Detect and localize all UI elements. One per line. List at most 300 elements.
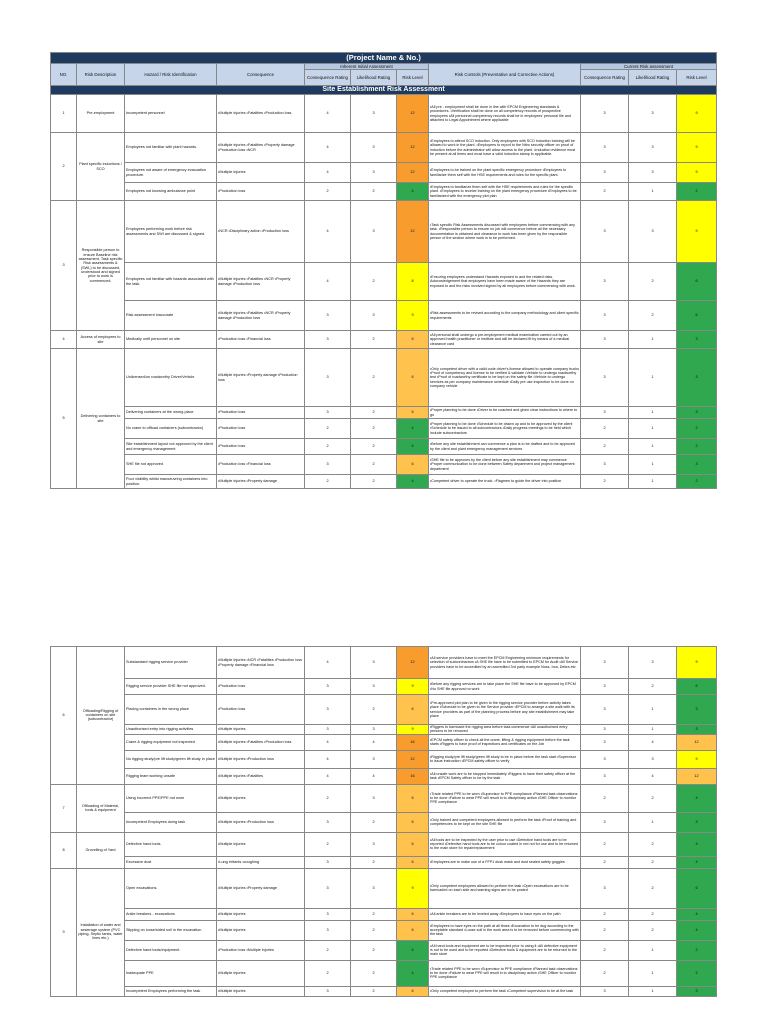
risk-controls-cell: •Employees to be trained on the plant specific emergency procedure •Employees to familiarize them self with the HSE requirements and rules for the specific plant.: [429, 163, 581, 183]
hazard-cell: Slipping on loose/sided soil in the excavation: [125, 920, 217, 940]
current-consequence-rating: 2: [581, 832, 629, 856]
inherent-consequence-rating: 3: [305, 301, 351, 331]
consequence-cell: •Multiple injuries •Fatalities •Production loss: [217, 734, 305, 750]
consequence-cell: •Multiple injuries: [217, 986, 305, 996]
current-risk-level: 12: [677, 768, 717, 784]
inherent-likelihood-rating: 2: [351, 986, 397, 996]
inherent-consequence-rating: 3: [305, 455, 351, 475]
table-row: [51, 455, 717, 475]
hazard-cell: Poor visibility whilst manoeuvring containers into position.: [125, 475, 217, 489]
current-likelihood-rating: 1: [629, 183, 677, 201]
current-consequence-rating: 2: [581, 960, 629, 986]
risk-controls-cell: •Trade related PPE to be worn •Supervisor to PPE compliance •Planned task observations to be done •Failure to wear PPE will result in to disciplinary action •SHE Officer to monitor PPE compliance: [429, 960, 581, 986]
inherent-risk-level: 6: [397, 832, 429, 856]
inherent-likelihood-rating: 2: [351, 331, 397, 349]
inherent-consequence-rating: 3: [305, 679, 351, 695]
current-risk-level: 4: [677, 908, 717, 920]
inherent-likelihood-rating: 2: [351, 856, 397, 868]
current-consequence-rating: 3: [581, 95, 629, 133]
hazard-cell: Delivering containers at the wrong place: [125, 407, 217, 419]
consequence-cell: •Multiple injuries •NCR •Fatalities •Production loss •Property damage •Financial loss: [217, 647, 305, 679]
inherent-risk-level: 12: [397, 647, 429, 679]
inherent-consequence-rating: 4: [305, 263, 351, 301]
current-consequence-rating: 2: [581, 475, 629, 489]
current-risk-level: 9: [677, 95, 717, 133]
inherent-consequence-rating: 2: [305, 439, 351, 455]
inherent-likelihood-rating: 2: [351, 183, 397, 201]
current-likelihood-rating: 2: [629, 856, 677, 868]
inherent-likelihood-rating: 3: [351, 784, 397, 812]
risk-controls-cell: •Before any site establishment can commence a plan is to be drafted and to be approved by the client and plant emergency management services: [429, 439, 581, 455]
risk-controls-cell: •All unsafe work are to be stopped immediately •Riggers to have their safety officer at the task •EPCM Safety officer to be by the task: [429, 768, 581, 784]
row-number: 3: [51, 201, 77, 331]
current-likelihood-rating: 1: [629, 695, 677, 725]
hazard-cell: Placing containers in the wrong place: [125, 695, 217, 725]
risk-controls-cell: •Rigging study/pre lift study/green lift study to be in place before the task start •Supervisor to issue instruction •EPCM safety officer to verify: [429, 750, 581, 768]
risk-controls-cell: •Riggers to barricade the rigging area before task commence •All unauthorised entry persons to be removed: [429, 725, 581, 735]
header-consequence: Consequence: [217, 64, 305, 86]
inherent-risk-level: 9: [397, 301, 429, 331]
consequence-cell: •Production loss: [217, 407, 305, 419]
current-likelihood-rating: 1: [629, 439, 677, 455]
current-risk-level: 2: [677, 439, 717, 455]
current-risk-level: 3: [677, 812, 717, 832]
table-row: [51, 920, 717, 940]
header-risk-controls: Risk Controls (Preventative and Corrective Actions): [429, 64, 581, 86]
table-row: [51, 986, 717, 996]
hazard-cell: Substandard rigging service provider: [125, 647, 217, 679]
current-likelihood-rating: 1: [629, 419, 677, 439]
table-row: [51, 812, 717, 832]
current-risk-level: 4: [677, 856, 717, 868]
row-number: 4: [51, 331, 77, 349]
current-consequence-rating: 2: [581, 183, 629, 201]
consequence-cell: •Multiple injuries •Production loss: [217, 750, 305, 768]
header-risk-description: Risk Description: [77, 64, 125, 86]
current-consequence-rating: 3: [581, 133, 629, 163]
current-likelihood-rating: 2: [629, 832, 677, 856]
inherent-likelihood-rating: 2: [351, 475, 397, 489]
inherent-risk-level: 6: [397, 812, 429, 832]
inherent-consequence-rating: 2: [305, 419, 351, 439]
inherent-risk-level: 12: [397, 750, 429, 768]
risk-sheet-page-2: [50, 646, 716, 997]
inherent-risk-level: 16: [397, 734, 429, 750]
inherent-consequence-rating: 3: [305, 725, 351, 735]
current-likelihood-rating: 1: [629, 940, 677, 960]
table-row: [51, 183, 717, 201]
consequence-cell: •Multiple injuries •Property damage: [217, 475, 305, 489]
current-likelihood-rating: 4: [629, 734, 677, 750]
risk-controls-cell: •All service providers have to meet the EPCM Engineering minimum requirements for selection of subcontractors •A SHE file have to be submitted to EPCM for Audit •All Service providers have to be accredited by an accredited 3rd party example Noss, Irca, Dekra etc.: [429, 647, 581, 679]
hazard-cell: Crane & rigging equipment not inspected: [125, 734, 217, 750]
risk-controls-cell: •Employees are to make use of a FFP1 dusk mask and dust sealed safety goggles: [429, 856, 581, 868]
inherent-consequence-rating: 3: [305, 868, 351, 908]
inherent-likelihood-rating: 2: [351, 407, 397, 419]
inherent-risk-level: 4: [397, 183, 429, 201]
inherent-consequence-rating: 3: [305, 695, 351, 725]
header-hazard: Hazard / Risk Identification: [125, 64, 217, 86]
consequence-cell: •Multiple injuries •Property damage •Production loss: [217, 349, 305, 407]
row-number: 8: [51, 832, 77, 868]
current-consequence-rating: 2: [581, 784, 629, 812]
inherent-consequence-rating: 4: [305, 95, 351, 133]
current-likelihood-rating: 1: [629, 725, 677, 735]
table-row: [51, 725, 717, 735]
inherent-likelihood-rating: 3: [351, 95, 397, 133]
table-row: [51, 439, 717, 455]
hazard-cell: Employees not familiar with plant hazards.: [125, 133, 217, 163]
current-risk-level: 3: [677, 695, 717, 725]
inherent-consequence-rating: 3: [305, 856, 351, 868]
header-consequence-rating: Consequence Rating: [305, 70, 351, 86]
risk-table-1: [50, 52, 717, 489]
hazard-cell: Incompetent Employees doing task: [125, 812, 217, 832]
current-consequence-rating: 3: [581, 734, 629, 750]
consequence-cell: •Production loss: [217, 439, 305, 455]
header-likelihood-rating: Likelihood Rating: [351, 70, 397, 86]
current-consequence-rating: 2: [581, 908, 629, 920]
consequence-cell: •Multiple injuries: [217, 784, 305, 812]
hazard-cell: Unlicensed/un roadworthy Driver/Vehicle: [125, 349, 217, 407]
hazard-cell: Defective hand tools/equipment.: [125, 940, 217, 960]
current-consequence-rating: 3: [581, 868, 629, 908]
hazard-cell: Open excavations.: [125, 868, 217, 908]
risk-controls-cell: •Employees to attend SCO induction. Only employees with SCO induction training will be allowed to work in the plant. •Employees to report to the Nitro security officer on proof of induction before the administrator will allow access to the plant. •Induction evidence must be present at all times and must have a valid induction stamp in applicable.: [429, 133, 581, 163]
inherent-risk-level: 6: [397, 407, 429, 419]
inherent-likelihood-rating: 2: [351, 812, 397, 832]
risk-controls-cell: •Only competent employees allowed to perform the task •Open excavations are to be barricaded on each side and warning signs are to be posted: [429, 868, 581, 908]
table-row: [51, 133, 717, 163]
table-row: [51, 419, 717, 439]
table-row: [51, 832, 717, 856]
risk-controls-cell: •Task specific Risk Assessments discussed with employees before commencing with any task. •Responsible person to ensure no job will commence before all the necessary documentation is obtained and clearance to work has been given by the responsible person of the section where work is to be performed.: [429, 201, 581, 263]
consequence-cell: •Production loss •Financial loss: [217, 455, 305, 475]
inherent-risk-level: 9: [397, 868, 429, 908]
risk-description-cell: Grovelling of Yard: [77, 832, 125, 868]
inherent-consequence-rating: 2: [305, 940, 351, 960]
inherent-likelihood-rating: 2: [351, 439, 397, 455]
hazard-cell: Defective hand tools.: [125, 832, 217, 856]
row-number: 1: [51, 95, 77, 133]
table-row: [51, 734, 717, 750]
current-consequence-rating: 3: [581, 349, 629, 407]
hazard-cell: Employees performing work before risk assessments and SWI are discussed & signed.: [125, 201, 217, 263]
row-number: 6: [51, 647, 77, 785]
current-consequence-rating: 3: [581, 163, 629, 183]
consequence-cell: •Multiple injuries •Fatalities •Property damage •Production loss •NCR: [217, 133, 305, 163]
hazard-cell: Risk assessment inaccurate: [125, 301, 217, 331]
inherent-consequence-rating: 2: [305, 784, 351, 812]
table-row: [51, 908, 717, 920]
inherent-consequence-rating: 2: [305, 832, 351, 856]
current-consequence-rating: 3: [581, 725, 629, 735]
consequence-cell: •Multiple injuries: [217, 920, 305, 940]
risk-controls-cell: •All tools are to be inspected by the user prior to use •Defective hand tools are to be reported •Defective hand tools are to be colour coated in red not for use and to be returned to the main store for repair/replacement: [429, 832, 581, 856]
table-row: [51, 940, 717, 960]
current-risk-level: 4: [677, 784, 717, 812]
current-likelihood-rating: 1: [629, 986, 677, 996]
risk-controls-cell: •Trade related PPE to be worn •Supervisor to PPE compliance •Planned task observations to be done •Failure to wear PPE will result in to disciplinary action •SHE Officer to monitor PPE compliance: [429, 784, 581, 812]
inherent-consequence-rating: 3: [305, 986, 351, 996]
inherent-risk-level: 12: [397, 133, 429, 163]
risk-controls-cell: •All pre - employment shall be done in line with EPCM Engineering standards & procedures. •Verification shall be done on all competency records of prospective employees •All personnel competency records shall be in employees' personal file and attached to Legal Appointment where applicable: [429, 95, 581, 133]
inherent-likelihood-rating: 2: [351, 349, 397, 407]
inherent-likelihood-rating: 3: [351, 301, 397, 331]
current-risk-level: 9: [677, 647, 717, 679]
current-likelihood-rating: 3: [629, 133, 677, 163]
inherent-likelihood-rating: 2: [351, 695, 397, 725]
hazard-cell: Employees not aware of emergency evacuation procedure.: [125, 163, 217, 183]
inherent-risk-level: 4: [397, 439, 429, 455]
table-row: [51, 201, 717, 263]
inherent-likelihood-rating: 3: [351, 832, 397, 856]
current-risk-level: 2: [677, 183, 717, 201]
risk-description-cell: Plant specific inductions / SCO: [77, 133, 125, 201]
consequence-cell: •Multiple injuries •Fatalities: [217, 768, 305, 784]
hazard-cell: Rigging service provider SHE file not approved.: [125, 679, 217, 695]
hazard-cell: SHE file not approved: [125, 455, 217, 475]
inherent-likelihood-rating: 4: [351, 734, 397, 750]
inherent-consequence-rating: 4: [305, 768, 351, 784]
current-risk-level: 9: [677, 133, 717, 163]
current-likelihood-rating: 3: [629, 201, 677, 263]
hazard-cell: Employees not knowing ambulance point: [125, 183, 217, 201]
current-likelihood-rating: 2: [629, 679, 677, 695]
consequence-cell: •NCR •Disciplinary action •Production loss: [217, 201, 305, 263]
inherent-likelihood-rating: 2: [351, 419, 397, 439]
header-current-group: Current Risk assessment: [581, 64, 717, 70]
table-row: [51, 695, 717, 725]
section-title: Site Establishment Risk Assessment: [51, 86, 717, 95]
header-current-consequence-rating: Consequence Rating: [581, 70, 629, 86]
inherent-risk-level: 6: [397, 908, 429, 920]
current-consequence-rating: 3: [581, 201, 629, 263]
inherent-likelihood-rating: 3: [351, 647, 397, 679]
consequence-cell: •Multiple injuries: [217, 163, 305, 183]
inherent-likelihood-rating: 3: [351, 868, 397, 908]
inherent-consequence-rating: 4: [305, 647, 351, 679]
inherent-risk-level: 6: [397, 349, 429, 407]
header-current-risk-level: Risk Level: [677, 70, 717, 86]
inherent-risk-level: 16: [397, 768, 429, 784]
current-risk-level: 6: [677, 679, 717, 695]
current-likelihood-rating: 2: [629, 263, 677, 301]
inherent-likelihood-rating: 3: [351, 163, 397, 183]
risk-controls-cell: •Employees to familiarize them self with the HSE requirements and rules for the specific plant. •Employees to receive training on the plant emergency procedure •Employees to be familiarized with the emergency plot plan: [429, 183, 581, 201]
risk-controls-cell: •All ankle breakers are to be leveled away •Employees to have eyes on the path: [429, 908, 581, 920]
hazard-cell: Medically unfit personnel on site: [125, 331, 217, 349]
hazard-cell: No rigging study/pre lift study/green lift study in place: [125, 750, 217, 768]
current-risk-level: 6: [677, 263, 717, 301]
current-risk-level: 2: [677, 475, 717, 489]
current-likelihood-rating: 2: [629, 908, 677, 920]
current-consequence-rating: 3: [581, 768, 629, 784]
inherent-consequence-rating: 4: [305, 201, 351, 263]
inherent-likelihood-rating: 2: [351, 940, 397, 960]
inherent-risk-level: 9: [397, 679, 429, 695]
table-row: [51, 301, 717, 331]
hazard-cell: Employees not familiar with hazards associated with the task.: [125, 263, 217, 301]
current-consequence-rating: 3: [581, 301, 629, 331]
risk-description-cell: Delivering containers to site: [77, 349, 125, 489]
current-consequence-rating: 2: [581, 439, 629, 455]
inherent-consequence-rating: 3: [305, 908, 351, 920]
risk-table-2: [50, 646, 717, 997]
inherent-consequence-rating: 3: [305, 349, 351, 407]
table-row: [51, 784, 717, 812]
risk-controls-cell: •Employees to have eyes on the path at all times •Excavation to be dug according to the acceptable standard •Loose soil in the work area is to be removed before commencing with the task: [429, 920, 581, 940]
hazard-cell: Site establishment layout not approved by the client and emergency management: [125, 439, 217, 455]
consequence-cell: •Production loss: [217, 419, 305, 439]
current-consequence-rating: 3: [581, 695, 629, 725]
risk-controls-cell: •Pre-approved plot plan to be given to the rigging service provider before activity takes place •Schedule to be given to the Service provider •EPCM to arrange a site walk with its service providers as part of the planning process before any site establishment may take place: [429, 695, 581, 725]
table-row: [51, 95, 717, 133]
hazard-cell: Excessive dust: [125, 856, 217, 868]
hazard-cell: Using incorrect PPE/PPE not worn: [125, 784, 217, 812]
consequence-cell: •Production loss •Multiple injuries: [217, 940, 305, 960]
current-risk-level: 3: [677, 407, 717, 419]
current-risk-level: 3: [677, 331, 717, 349]
current-risk-level: 2: [677, 960, 717, 986]
risk-controls-cell: •Ensuring employees understand Hazards exposed to and the related risks. Acknowledgement that employees have been made aware of the Hazards they are exposed to and the risks involved signed by all employees before commencing with work.: [429, 263, 581, 301]
risk-description-cell: Installation of water and sewerage system (PVC piping, Septic tanks, water lines etc.): [77, 868, 125, 996]
inherent-risk-level: 12: [397, 95, 429, 133]
hazard-cell: Incompetent Employees performing the task: [125, 986, 217, 996]
current-risk-level: 9: [677, 750, 717, 768]
inherent-likelihood-rating: 3: [351, 725, 397, 735]
inherent-risk-level: 4: [397, 475, 429, 489]
hazard-cell: Incompetent personnel: [125, 95, 217, 133]
current-likelihood-rating: 1: [629, 475, 677, 489]
risk-controls-cell: •Only competent driver with a valid code driver's license allowed to operate company trucks •Proof of competency and license to be verified & validate •Vehicle to undergo roadworthy test •Proof of roadworthy certificate to be kept on the safety file •Vehicle to undergo services as per company maintenance schedule •Daily pre use inspection to be done on company vehicle: [429, 349, 581, 407]
inherent-consequence-rating: 4: [305, 734, 351, 750]
consequence-cell: •Production loss: [217, 183, 305, 201]
risk-controls-cell: •EPCM safety officer to check all the crane, lifting & rigging equipment before the task starts •Riggers to have proof of inspections and certificates on the Job: [429, 734, 581, 750]
row-number: 9: [51, 868, 77, 996]
current-likelihood-rating: 2: [629, 784, 677, 812]
header-inherent-group: Inherent Initial Assessment: [305, 64, 429, 70]
inherent-risk-level: 8: [397, 263, 429, 301]
consequence-cell: •Production loss •Financial loss: [217, 331, 305, 349]
current-risk-level: 3: [677, 455, 717, 475]
inherent-risk-level: 4: [397, 419, 429, 439]
current-likelihood-rating: 1: [629, 455, 677, 475]
table-row: [51, 679, 717, 695]
current-consequence-rating: 3: [581, 263, 629, 301]
risk-description-cell: Pre-employment: [77, 95, 125, 133]
consequence-cell: •Production loss: [217, 695, 305, 725]
consequence-cell: •Multiple injuries: [217, 908, 305, 920]
inherent-consequence-rating: 3: [305, 920, 351, 940]
risk-controls-cell: •Only competent employee to perform the task •Competent supervision to be at the task: [429, 986, 581, 996]
consequence-cell: •Multiple injuries: [217, 832, 305, 856]
current-risk-level: 6: [677, 868, 717, 908]
current-risk-level: 9: [677, 163, 717, 183]
current-consequence-rating: 3: [581, 407, 629, 419]
inherent-risk-level: 12: [397, 201, 429, 263]
inherent-likelihood-rating: 2: [351, 960, 397, 986]
inherent-risk-level: 6: [397, 784, 429, 812]
table-row: [51, 349, 717, 407]
table-row: [51, 750, 717, 768]
current-consequence-rating: 2: [581, 940, 629, 960]
row-number: 2: [51, 133, 77, 201]
current-risk-level: 9: [677, 201, 717, 263]
inherent-risk-level: 6: [397, 856, 429, 868]
current-risk-level: 4: [677, 832, 717, 856]
current-risk-level: 4: [677, 920, 717, 940]
inherent-risk-level: 6: [397, 986, 429, 996]
inherent-consequence-rating: 2: [305, 475, 351, 489]
current-consequence-rating: 2: [581, 920, 629, 940]
risk-description-cell: Responsible person to ensure Baseline risk assessment, Task specific Risk assessments & (SWL) to be discussed, understood and signed prior to work is commenced.: [77, 201, 125, 331]
current-likelihood-rating: 1: [629, 812, 677, 832]
table-row: [51, 768, 717, 784]
inherent-consequence-rating: 2: [305, 183, 351, 201]
risk-controls-cell: •SHE file to be approves by the client before any site establishment may commence •Proper communication to be done between Safety department and project management department: [429, 455, 581, 475]
current-likelihood-rating: 3: [629, 647, 677, 679]
current-likelihood-rating: 1: [629, 331, 677, 349]
current-risk-level: 3: [677, 986, 717, 996]
risk-controls-cell: •Risk assessments to be revised according to the company methodology and client specific requirements: [429, 301, 581, 331]
table-row: [51, 407, 717, 419]
current-risk-level: 3: [677, 725, 717, 735]
inherent-risk-level: 6: [397, 331, 429, 349]
risk-description-cell: Offloading of Material, tools & equipment: [77, 784, 125, 832]
current-likelihood-rating: 2: [629, 920, 677, 940]
inherent-likelihood-rating: 3: [351, 750, 397, 768]
risk-controls-cell: •Proper planning to be done •Driver to be coached and given clear instructions to where to go: [429, 407, 581, 419]
hazard-cell: No crane to offload containers (subcontractor): [125, 419, 217, 439]
inherent-consequence-rating: 3: [305, 331, 351, 349]
inherent-likelihood-rating: 3: [351, 679, 397, 695]
hazard-cell: Unauthorised entry into rigging activities: [125, 725, 217, 735]
project-title: (Project Name & No.): [51, 53, 717, 64]
current-consequence-rating: 3: [581, 331, 629, 349]
inherent-risk-level: 9: [397, 725, 429, 735]
risk-description-cell: Access of employees to site: [77, 331, 125, 349]
current-consequence-rating: 3: [581, 750, 629, 768]
risk-controls-cell: •Competent driver to operate the truck. •Flagmen to guide the driver into position: [429, 475, 581, 489]
inherent-risk-level: 6: [397, 695, 429, 725]
current-risk-level: 2: [677, 419, 717, 439]
risk-controls-cell: •Proper planning to be done •Schedule to be drawn up and to be approved by the client •Schedule to be issued to all subcontractors •Daily progress meetings to be held which include subcontractors: [429, 419, 581, 439]
inherent-likelihood-rating: 3: [351, 201, 397, 263]
current-consequence-rating: 3: [581, 455, 629, 475]
inherent-risk-level: 6: [397, 920, 429, 940]
current-risk-level: 3: [677, 349, 717, 407]
header-no: NO.: [51, 64, 77, 86]
header-risk-level: Risk Level: [397, 70, 429, 86]
inherent-consequence-rating: 4: [305, 163, 351, 183]
hazard-cell: Rigging team working unsafe: [125, 768, 217, 784]
table-row: [51, 647, 717, 679]
current-consequence-rating: 3: [581, 812, 629, 832]
inherent-risk-level: 4: [397, 940, 429, 960]
inherent-consequence-rating: 4: [305, 750, 351, 768]
consequence-cell: •Multiple injuries •Production loss: [217, 812, 305, 832]
current-consequence-rating: 2: [581, 419, 629, 439]
current-likelihood-rating: 2: [629, 301, 677, 331]
current-likelihood-rating: 3: [629, 750, 677, 768]
risk-controls-cell: •All hand tools and equipment are to be inspected prior to using it •All defective equipment is not to be used and to be reported •Defective tools & equipment are to be returned to the main store: [429, 940, 581, 960]
header-current-likelihood-rating: Likelihood Rating: [629, 70, 677, 86]
inherent-likelihood-rating: 2: [351, 908, 397, 920]
inherent-consequence-rating: 2: [305, 960, 351, 986]
current-likelihood-rating: 4: [629, 768, 677, 784]
current-likelihood-rating: 3: [629, 95, 677, 133]
